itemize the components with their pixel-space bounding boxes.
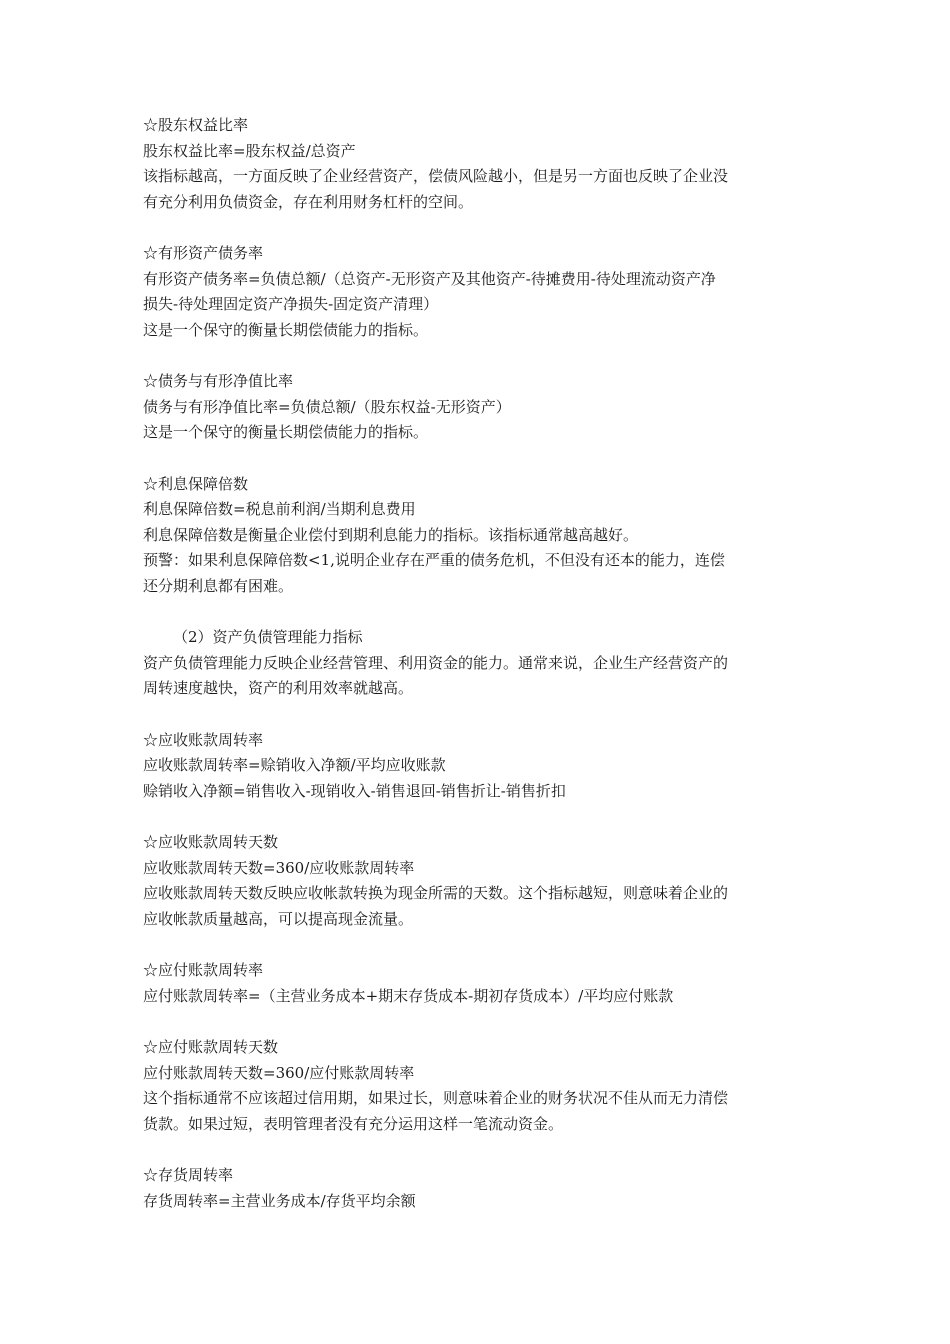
section-receivables-turnover (143, 728, 811, 805)
subsection-title: （2）资产负债管理能力指标 (173, 628, 363, 646)
section-heading: ☆应收账款周转天数 (143, 833, 279, 851)
formula-text: 股东权益比率=股东权益/总资产 (143, 141, 356, 160)
section-heading: ☆股东权益比率 (143, 116, 249, 134)
formula-text: 应收账款周转天数=360/应收账款周转率 (143, 858, 415, 877)
formula-text: 利息保障倍数=税息前利润/当期利息费用 (143, 500, 416, 518)
section-heading: ☆存货周转率 (143, 1166, 234, 1184)
description-line: 货款。如果过短，表明管理者没有充分运用这样一笔流动资金。 (143, 1114, 564, 1133)
section-heading: ☆应付账款周转天数 (143, 1038, 279, 1056)
section-heading: ☆利息保障倍数 (143, 474, 249, 493)
description-line: 应收账款周转天数反映应收帐款转换为现金所需的天数。这个指标越短，则意味着企业的 (143, 884, 729, 902)
description-text: 这是一个保守的衡量长期偿债能力的指标。 (143, 423, 429, 441)
section-heading: ☆债务与有形净值比率 (143, 372, 294, 390)
formula-text: 应收账款周转率=赊销收入净额/平均应收账款 (143, 756, 446, 774)
section-inventory-turnover (143, 1163, 811, 1214)
document-body (143, 113, 811, 1240)
formula-text: 存货周转率=主营业务成本/存货平均余额 (143, 1191, 416, 1210)
section-heading: ☆有形资产债务率 (143, 244, 264, 262)
description-text: 这是一个保守的衡量长期偿债能力的指标。 (143, 320, 429, 339)
section-payables-turnover (143, 958, 811, 1009)
section-heading: ☆应收账款周转率 (143, 730, 264, 749)
formula-text: 应付账款周转率=（主营业务成本+期末存货成本-期初存货成本）/平均应付账款 (143, 986, 674, 1005)
warning-line: 还分期利息都有困难。 (143, 576, 294, 595)
section-payables-days (143, 1035, 811, 1137)
formula-line: 有形资产债务率=负债总额/（总资产-无形资产及其他资产-待摊费用-待处理流动资产净 (143, 269, 716, 288)
description-line: 应收帐款质量越高，可以提高现金流量。 (143, 909, 414, 928)
section-interest-coverage (143, 472, 811, 600)
formula-text: 赊销收入净额=销售收入-现销收入-销售退回-销售折让-销售折扣 (143, 781, 566, 800)
description-line: 资产负债管理能力反映企业经营管理、利用资金的能力。通常来说，企业生产经营资产的 (143, 653, 729, 672)
section-tangible-debt-ratio (143, 241, 811, 343)
formula-line: 损失-待处理固定资产净损失-固定资产清理） (143, 295, 439, 313)
description-line: 有充分利用负债资金，存在利用财务杠杆的空间。 (143, 192, 474, 211)
section-asset-liability-management (143, 625, 811, 702)
description-line: 该指标越高，一方面反映了企业经营资产，偿债风险越小，但是另一方面也反映了企业没 (143, 167, 729, 185)
section-debt-tangible-net-worth (143, 369, 811, 446)
section-receivables-days (143, 830, 811, 932)
formula-text: 债务与有形净值比率=负债总额/（股东权益-无形资产） (143, 397, 511, 416)
description-line: 周转速度越快，资产的利用效率就越高。 (143, 679, 414, 697)
description-line: 这个指标通常不应该超过信用期，如果过长，则意味着企业的财务状况不佳从而无力清偿 (143, 1089, 729, 1107)
section-heading: ☆应付账款周转率 (143, 961, 264, 979)
formula-text: 应付账款周转天数=360/应付账款周转率 (143, 1063, 415, 1082)
warning-line: 预警：如果利息保障倍数<1,说明企业存在严重的债务危机，不但没有还本的能力，连偿 (143, 551, 725, 569)
description-text: 利息保障倍数是衡量企业偿付到期利息能力的指标。该指标通常越高越好。 (143, 525, 639, 544)
section-equity-ratio (143, 113, 811, 215)
